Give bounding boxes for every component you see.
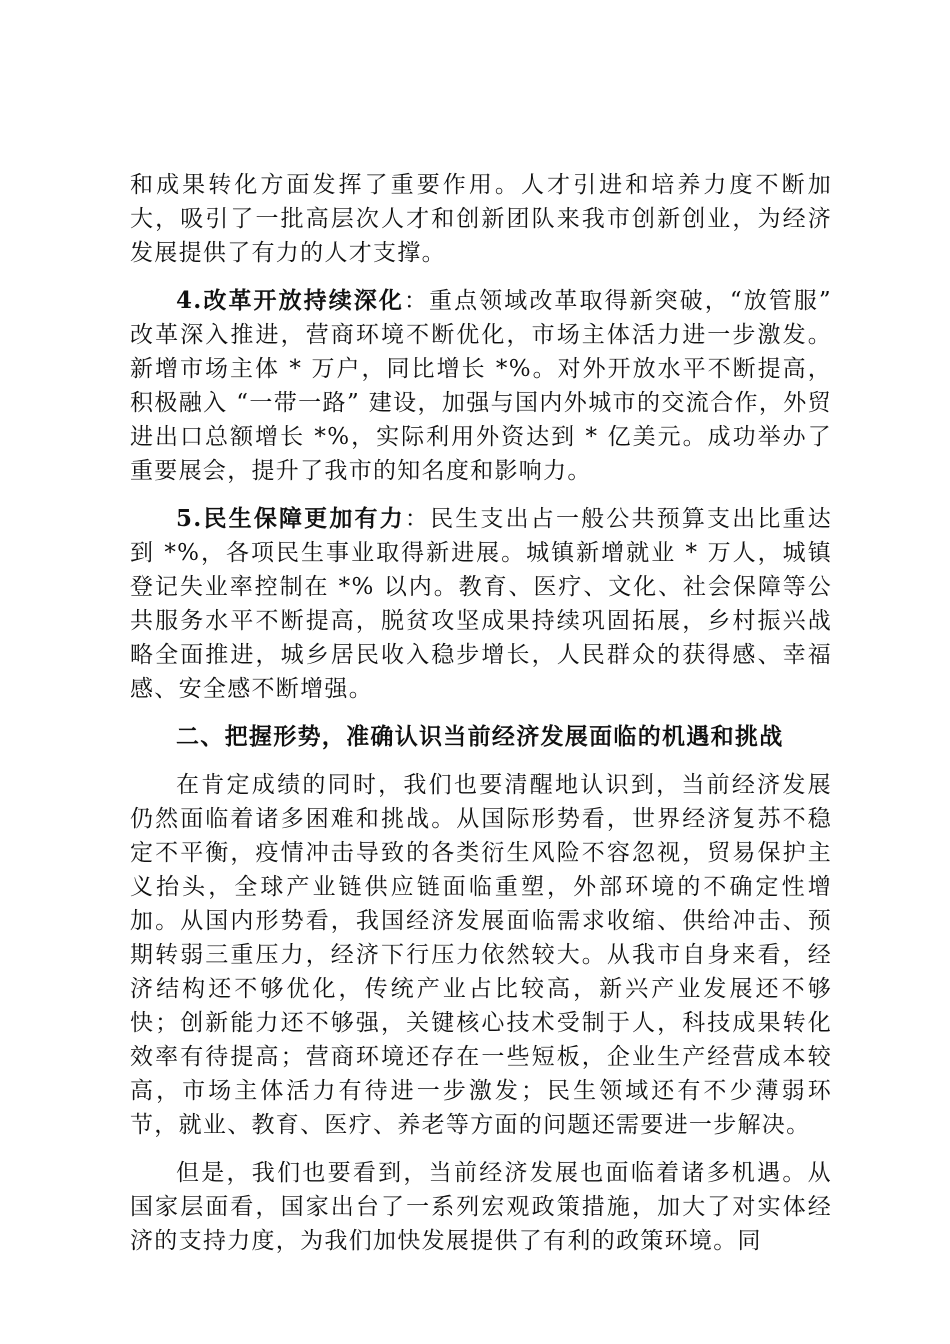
- item-4-separator: ：: [403, 288, 430, 314]
- item-5-heading: 5.民生保障更加有力: [176, 505, 405, 532]
- paragraph-challenges: 在肯定成绩的同时，我们也要清醒地认识到，当前经济发展仍然面临着诸多困难和挑战。从国际形势看，世界经济复苏不稳定不平衡，疫情冲击导致的各类衍生风险不容忽视，贸易保护主义抬头，全球产业链供应链面临重塑，外部环境的不确定性增加。从国内形势看，我国经济发展面临需求收缩、供给冲击、预期转弱三重压力，经济下行压力依然较大。从我市自身来看，经济结构还不够优化，传统产业占比较高，新兴产业发展还不够快；创新能力还不够强，关键核心技术受制于人，科技成果转化效率有待提高；营商环境还存在一些短板，企业生产经营成本较高，市场主体活力有待进一步激发；民生领域还有不少薄弱环节，就业、教育、医疗、养老等方面的问题还需要进一步解决。: [130, 772, 832, 1138]
- paragraph-opportunities: 但是，我们也要看到，当前经济发展也面临着诸多机遇。从国家层面看，国家出台了一系列宏观政策措施，加大了对实体经济的支持力度，为我们加快发展提供了有利的政策环境。同: [130, 1160, 832, 1254]
- item-5-body: 民生支出占一般公共预算支出比重达到 *%，各项民生事业取得新进展。城镇新增就业 * 万人，城镇登记失业率控制在 *% 以内。教育、医疗、文化、社会保障等公共服务水平不断提高，脱贫攻坚成果持续巩固拓展，乡村振兴战略全面推进，城乡居民收入稳步增长，人民群众的获得感、幸福感、安全感不断增强。: [130, 506, 832, 702]
- item-4-heading: 4.改革开放持续深化: [176, 287, 404, 314]
- item-5-separator: ：: [404, 506, 431, 532]
- paragraph-item-4: [130, 284, 832, 488]
- document-body: [130, 168, 832, 1272]
- item-4-body: 重点领域改革取得新突破，“放管服” 改革深入推进，营商环境不断优化，市场主体活力进一步激发。新增市场主体 * 万户，同比增长 *%。对外开放水平不断提高，积极融入 “一带一路” 建设，加强与国内外城市的交流合作，外贸进出口总额增长 *%，实际利用外资达到 * 亿美元。成功举办了重要展会，提升了我市的知名度和影响力。: [130, 288, 832, 484]
- paragraph-talent-continuation: 和成果转化方面发挥了重要作用。人才引进和培养力度不断加大，吸引了一批高层次人才和创新团队来我市创新创业，为经济发展提供了有力的人才支撑。: [130, 172, 832, 266]
- paragraph-item-5: [130, 502, 832, 706]
- section-2-heading: 二、把握形势，准确认识当前经济发展面临的机遇和挑战: [176, 723, 784, 750]
